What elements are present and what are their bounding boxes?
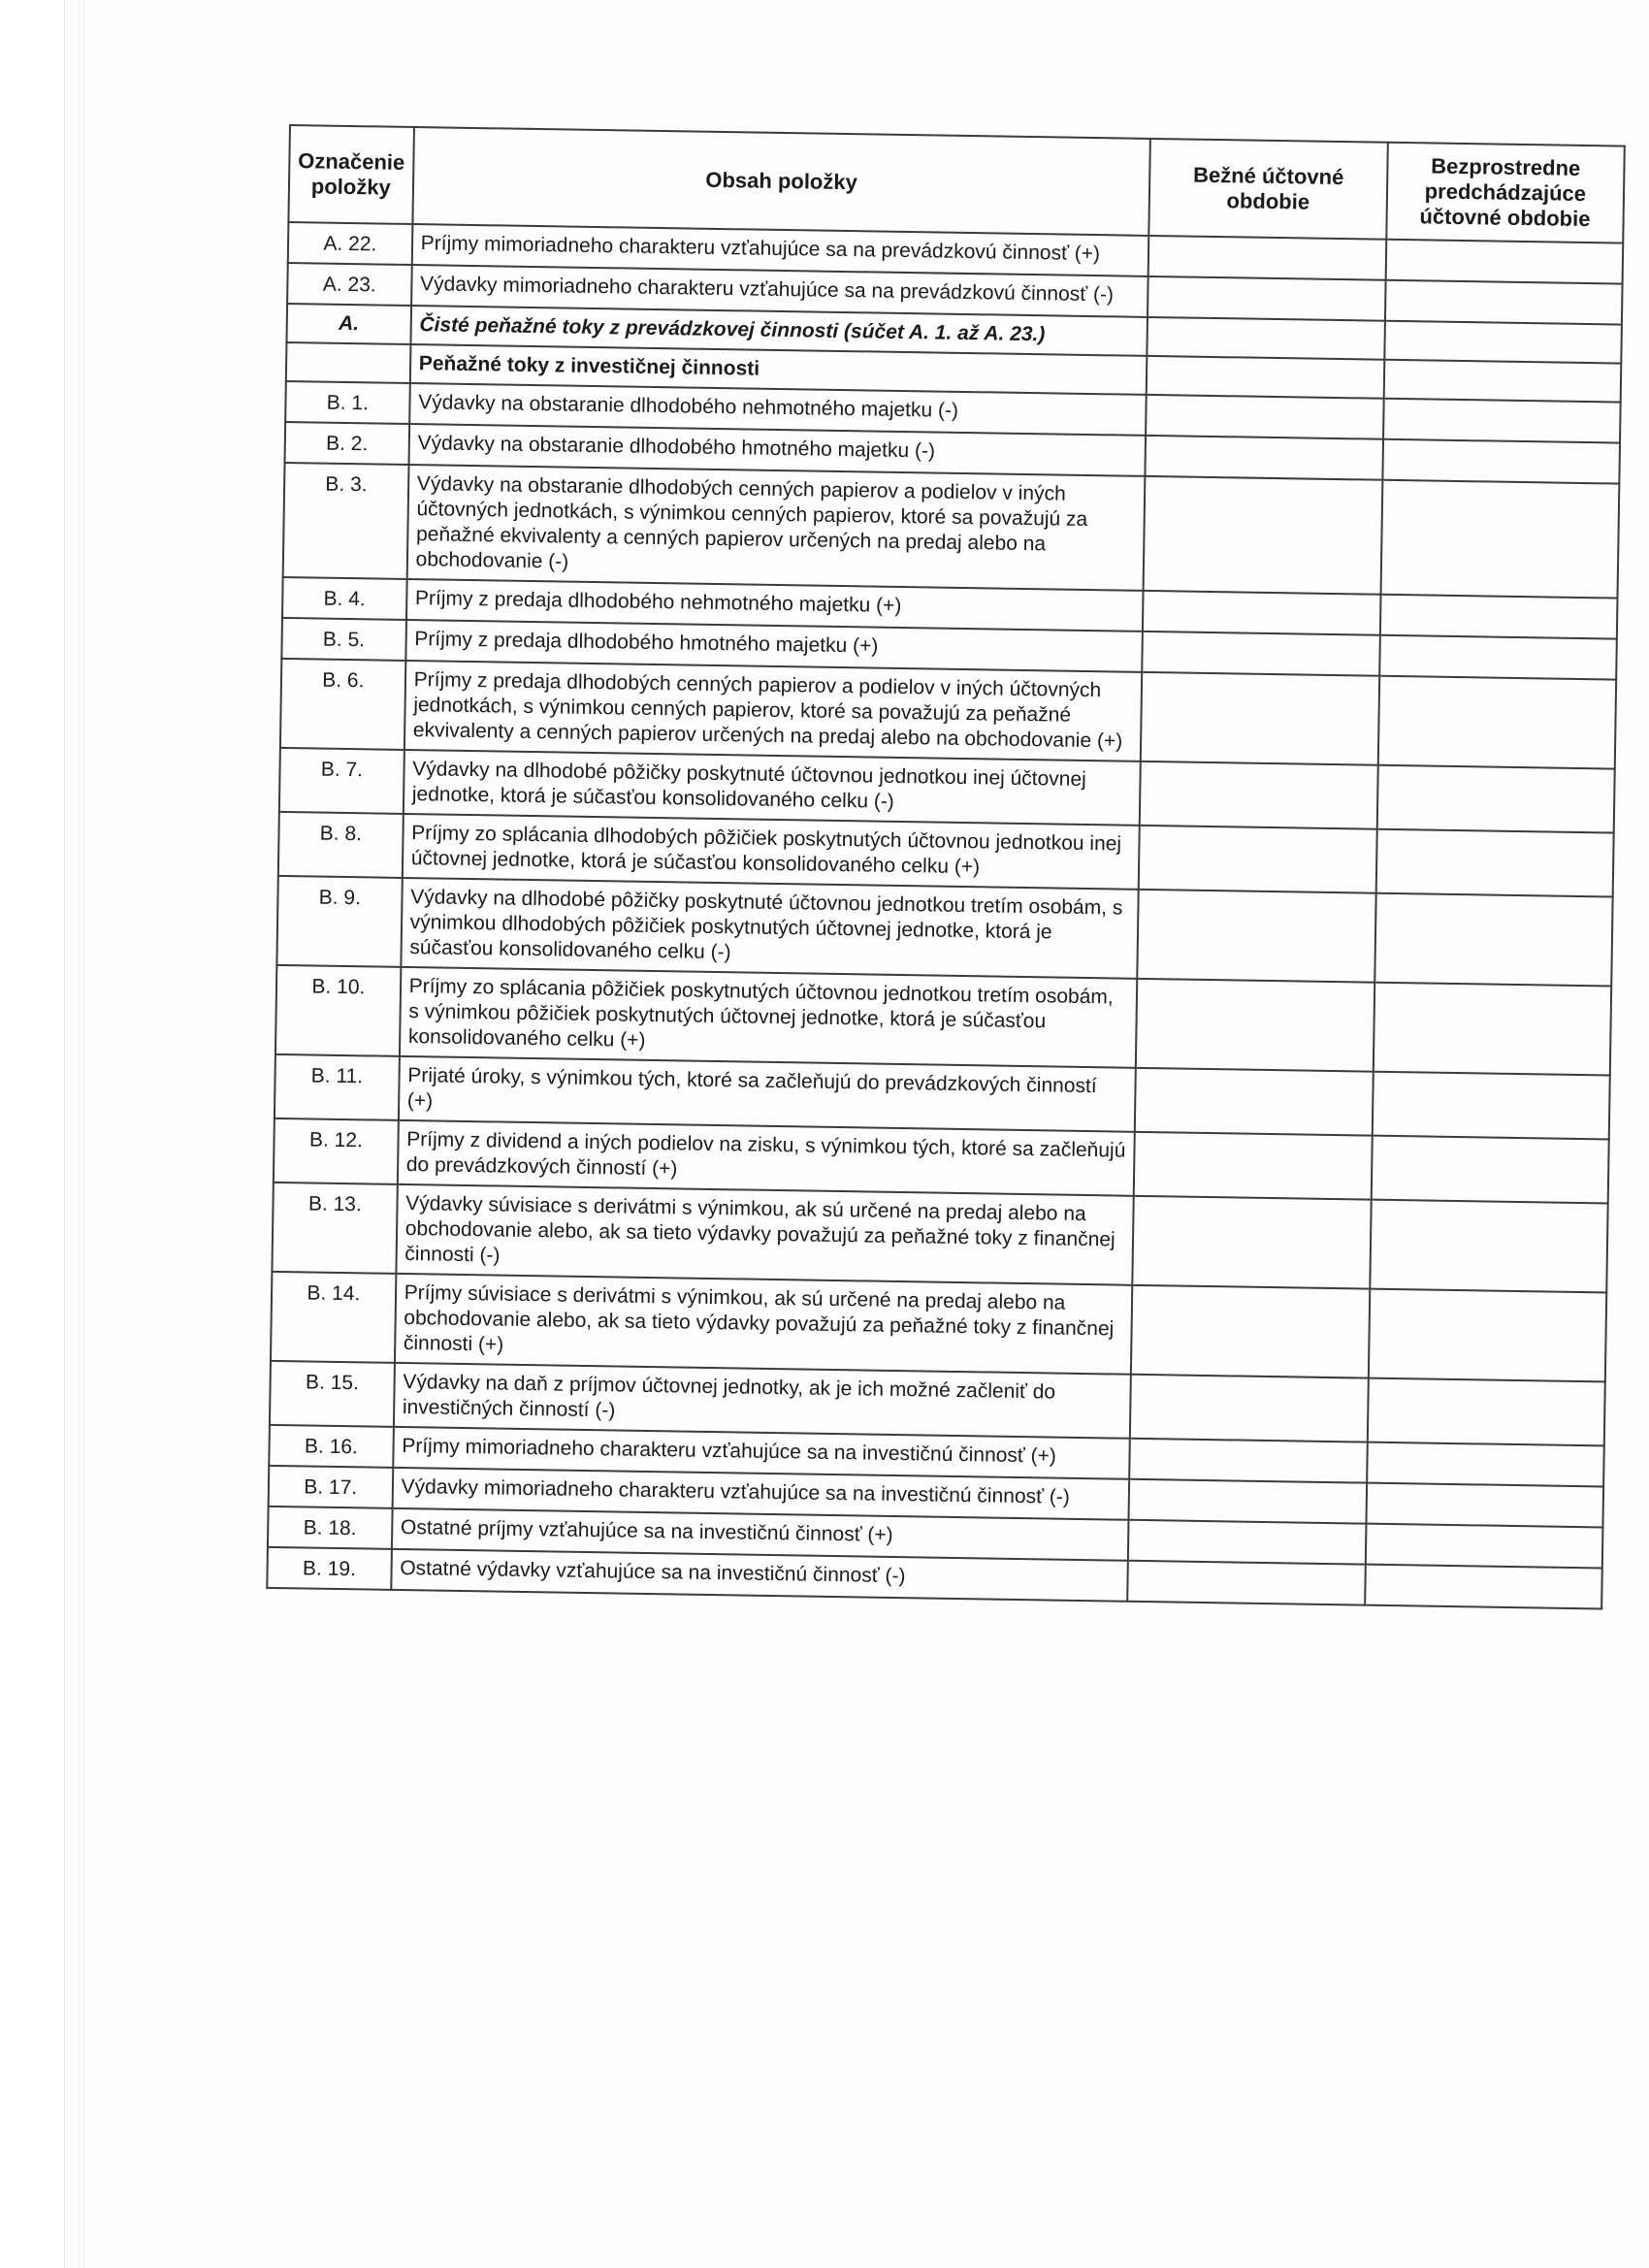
row-content: Výdavky na obstaranie dlhodobých cenných papierov a podielov v iných účtovných jednotkách, s výnimkou cenných papierov, ktoré sa považujú za peňažné ekvivalenty a cenných papierov určených na predaj alebo na obchodovanie (-) [406, 465, 1145, 591]
header-content: Obsah položky [412, 127, 1150, 236]
header-code: Označenie položky [288, 125, 413, 224]
row-code: B. 6. [280, 659, 405, 750]
row-previous-period-value[interactable] [1367, 1378, 1604, 1446]
row-code: B. 9. [276, 876, 402, 967]
row-code [286, 342, 410, 383]
row-code: B. 3. [283, 463, 409, 579]
row-content: Príjmy z predaja dlhodobého nehmotného majetku (+) [406, 579, 1144, 632]
row-previous-period-value[interactable] [1371, 1136, 1608, 1204]
row-current-period-value[interactable] [1138, 890, 1376, 983]
row-current-period-value[interactable] [1136, 979, 1374, 1072]
header-current-period: Bežné účtovné obdobie [1149, 139, 1388, 240]
row-current-period-value[interactable] [1146, 436, 1383, 480]
row-previous-period-value[interactable] [1372, 1072, 1609, 1140]
row-code: B. 5. [281, 618, 405, 661]
row-current-period-value[interactable] [1134, 1132, 1372, 1200]
row-current-period-value[interactable] [1133, 1196, 1372, 1289]
document-sheet [266, 124, 1626, 1609]
row-previous-period-value[interactable] [1366, 1483, 1603, 1528]
row-code: B. 12. [274, 1118, 399, 1184]
row-current-period-value[interactable] [1127, 1561, 1365, 1605]
row-content: Príjmy z dividend a iných podielov na zisku, s výnimkou tých, ktoré sa začleňujú do prevádzkových činností (+) [398, 1120, 1135, 1196]
row-content: Výdavky na obstaranie dlhodobého nehmotného majetku (-) [409, 383, 1147, 436]
row-content: Výdavky na dlhodobé pôžičky poskytnuté účtovnou jednotkou tretím osobám, s výnimkou dlhodobých pôžičiek poskytnutých účtovnej jednotke, ktorá je súčasťou konsolidovaného celku (-) [401, 878, 1139, 979]
row-code: B. 15. [270, 1361, 395, 1427]
row-previous-period-value[interactable] [1379, 635, 1617, 680]
row-content: Výdavky mimoriadneho charakteru vzťahujúce sa na prevádzkovú činnosť (-) [411, 265, 1148, 317]
row-previous-period-value[interactable] [1383, 360, 1621, 403]
row-current-period-value[interactable] [1135, 1068, 1373, 1136]
row-current-period-value[interactable] [1146, 395, 1383, 439]
row-content: Ostatné príjmy vzťahujúce sa na investičnú činnosť (+) [392, 1508, 1129, 1561]
row-code: B. 19. [267, 1547, 391, 1590]
row-content: Príjmy mimoriadneho charakteru vzťahujúce sa na prevádzkovú činnosť (+) [411, 224, 1148, 276]
row-current-period-value[interactable] [1144, 476, 1382, 595]
row-content: Výdavky na obstaranie dlhodobého hmotného majetku (-) [408, 424, 1146, 476]
row-content: Čisté peňažné toky z prevádzkovej činnosti (súčet A. 1. až A. 23.) [410, 306, 1148, 356]
row-previous-period-value[interactable] [1380, 480, 1619, 599]
row-current-period-value[interactable] [1129, 1479, 1367, 1524]
row-code: B. 2. [285, 422, 409, 465]
row-current-period-value[interactable] [1130, 1375, 1368, 1442]
row-content: Výdavky mimoriadneho charakteru vzťahujúce sa na investičnú činnosť (-) [392, 1468, 1129, 1520]
row-content: Príjmy z predaja dlhodobých cenných papierov a podielov v iných účtovných jednotkách, s výnimkou cenných papierov, ktoré sa považujú za peňažné ekvivalenty a cenných papierov určených na predaj alebo na obchodovanie (+) [404, 661, 1143, 761]
cash-flow-table [266, 124, 1626, 1609]
table-row [283, 463, 1620, 599]
row-current-period-value[interactable] [1148, 276, 1385, 321]
row-previous-period-value[interactable] [1367, 1442, 1604, 1487]
row-previous-period-value[interactable] [1382, 439, 1620, 484]
row-previous-period-value[interactable] [1375, 829, 1613, 897]
row-current-period-value[interactable] [1128, 1520, 1366, 1565]
row-content: Výdavky na daň z príjmov účtovnej jednotky, ak je ich možné začleniť do investičných činností (-) [394, 1363, 1131, 1439]
row-code: A. [286, 304, 410, 344]
row-current-period-value[interactable] [1147, 356, 1384, 399]
row-code: B. 8. [278, 812, 404, 878]
row-content: Výdavky súvisiace s derivátmi s výnimkou, ak sú určené na predaj alebo na obchodovanie alebo, ak sa tieto výdavky považujú za peňažné toky z finančnej činnosti (-) [396, 1184, 1134, 1285]
row-content: Ostatné výdavky vzťahujúce sa na investičnú činnosť (-) [391, 1549, 1128, 1602]
row-content: Prijaté úroky, s výnimkou tých, ktoré sa začleňujú do prevádzkových činností (+) [399, 1056, 1136, 1132]
row-previous-period-value[interactable] [1365, 1565, 1602, 1609]
row-content: Príjmy zo splácania pôžičiek poskytnutých účtovnou jednotkou tretím osobám, s výnimkou pôžičiek poskytnutých účtovnej jednotke, ktorá je súčasťou konsolidovaného celku (+) [400, 967, 1138, 1068]
row-code: B. 4. [282, 577, 406, 620]
row-previous-period-value[interactable] [1374, 893, 1613, 987]
row-content: Príjmy z predaja dlhodobého hmotného majetku (+) [405, 620, 1143, 672]
row-current-period-value[interactable] [1148, 236, 1386, 280]
row-code: A. 23. [287, 263, 411, 306]
row-previous-period-value[interactable] [1379, 595, 1617, 639]
row-code: B. 11. [275, 1054, 400, 1120]
row-content: Výdavky na dlhodobé pôžičky poskytnuté účtovnou jednotkou inej účtovnej jednotke, ktorá je súčasťou konsolidovaného celku (-) [404, 750, 1141, 826]
row-content: Príjmy súvisiace s derivátmi s výnimkou, ak sú určené na predaj alebo na obchodovanie alebo, ak sa tieto výdavky považujú za peňažné toky z finančnej činnosti (+) [395, 1274, 1133, 1375]
row-previous-period-value[interactable] [1385, 240, 1623, 284]
row-content: Príjmy mimoriadneho charakteru vzťahujúce sa na investičnú činnosť (+) [393, 1427, 1130, 1479]
row-code: B. 13. [272, 1183, 397, 1274]
row-current-period-value[interactable] [1143, 591, 1380, 635]
table-body [267, 222, 1623, 1608]
row-code: B. 10. [275, 965, 401, 1056]
row-previous-period-value[interactable] [1376, 765, 1614, 833]
row-current-period-value[interactable] [1142, 632, 1379, 676]
row-content: Príjmy zo splácania dlhodobých pôžičiek poskytnutých účtovnou jednotkou inej účtovnej jednotke, ktorá je súčasťou konsolidovaného celku (+) [402, 814, 1139, 890]
row-previous-period-value[interactable] [1370, 1200, 1608, 1293]
row-previous-period-value[interactable] [1365, 1524, 1602, 1569]
row-previous-period-value[interactable] [1373, 983, 1611, 1076]
header-previous-period: Bezprostredne predchádzajúce účtovné obdobie [1386, 143, 1625, 243]
row-current-period-value[interactable] [1129, 1439, 1367, 1483]
row-code: B. 7. [279, 748, 404, 814]
row-code: B. 17. [269, 1466, 393, 1508]
row-current-period-value[interactable] [1131, 1285, 1370, 1378]
row-previous-period-value[interactable] [1383, 399, 1621, 443]
row-previous-period-value[interactable] [1385, 280, 1623, 325]
row-current-period-value[interactable] [1139, 826, 1376, 893]
row-current-period-value[interactable] [1140, 761, 1377, 829]
row-previous-period-value[interactable] [1368, 1289, 1606, 1382]
row-current-period-value[interactable] [1148, 317, 1385, 360]
row-code: B. 1. [285, 381, 409, 424]
row-code: B. 14. [271, 1272, 396, 1363]
row-code: A. 22. [288, 222, 412, 265]
row-previous-period-value[interactable] [1377, 676, 1616, 769]
row-code: B. 18. [268, 1507, 392, 1549]
row-current-period-value[interactable] [1141, 672, 1379, 765]
row-previous-period-value[interactable] [1384, 321, 1622, 364]
row-code: B. 16. [269, 1425, 393, 1468]
row-content: Peňažné toky z investičnej činnosti [410, 344, 1148, 395]
